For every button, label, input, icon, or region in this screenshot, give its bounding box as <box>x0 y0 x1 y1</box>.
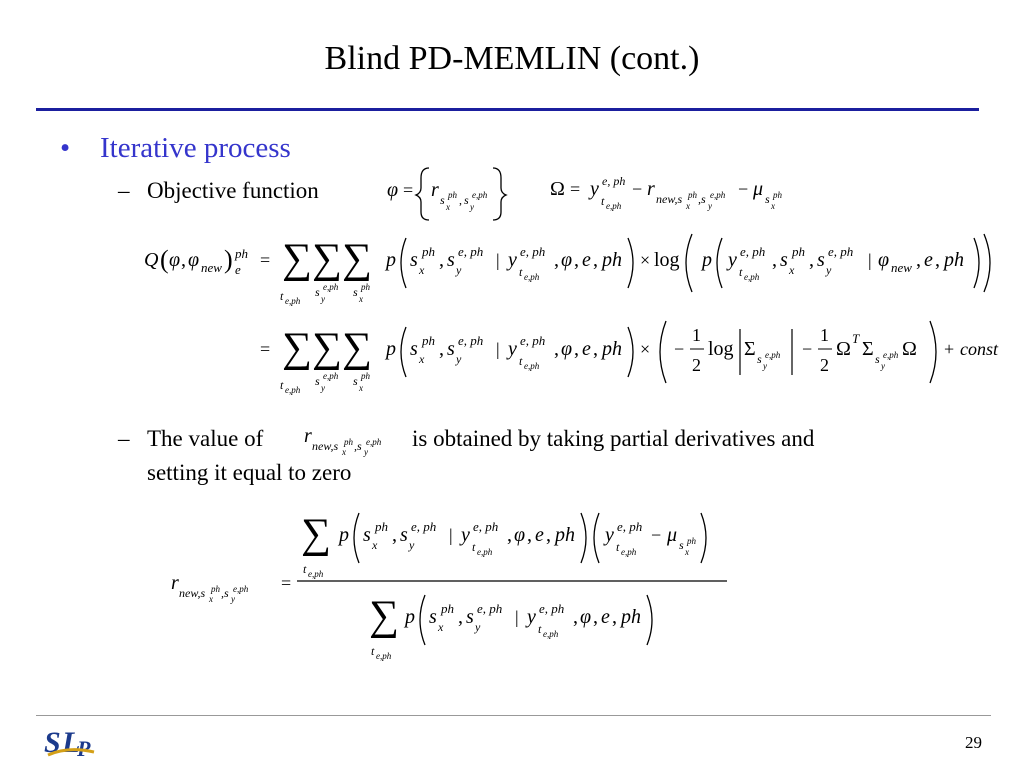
sub-bullet-value-suffix: is obtained by taking partial derivatives and <box>412 426 815 451</box>
svg-text:t: t <box>303 562 307 576</box>
svg-text:×: × <box>640 250 651 270</box>
svg-text:t: t <box>538 622 542 636</box>
svg-text:e,ph: e,ph <box>621 547 637 557</box>
svg-text:y: y <box>527 606 536 628</box>
sub-bullet-value-line2: setting it equal to zero <box>147 460 352 485</box>
svg-text:e, ph: e, ph <box>602 174 626 188</box>
svg-text:L: L <box>62 726 81 759</box>
svg-text:e,ph: e,ph <box>376 651 392 661</box>
svg-text:s: s <box>679 538 684 552</box>
svg-text:e,ph: e,ph <box>710 190 726 200</box>
svg-text:ph: ph <box>375 519 388 534</box>
svg-text:t: t <box>472 540 476 554</box>
svg-text:x: x <box>419 263 425 277</box>
svg-text:,: , <box>772 249 777 271</box>
svg-text:ph: ph <box>792 244 805 259</box>
svg-text:e, ph: e, ph <box>477 601 503 616</box>
svg-text:x: x <box>359 383 363 393</box>
svg-text:e,ph: e,ph <box>543 629 559 639</box>
svg-text:Ω: Ω <box>902 338 917 360</box>
svg-text:−: − <box>738 179 749 199</box>
svg-text:p: p <box>702 249 712 271</box>
svg-text:new,s: new,s <box>656 192 683 206</box>
svg-text:e,ph: e,ph <box>744 272 760 282</box>
svg-text:∑: ∑ <box>312 236 342 282</box>
svg-text:ph: ph <box>235 246 248 261</box>
svg-text:e, ph: e, ph <box>539 601 565 616</box>
svg-text:e, ph: e, ph <box>520 333 546 348</box>
svg-text:1: 1 <box>692 325 701 345</box>
svg-text:=: = <box>281 573 292 593</box>
svg-text:e, ph: e, ph <box>520 244 546 259</box>
svg-text:x: x <box>789 263 795 277</box>
svg-text:,: , <box>459 193 462 207</box>
svg-text:,: , <box>593 606 598 628</box>
svg-text:S: S <box>44 726 61 759</box>
svg-text:e,ph: e,ph <box>308 569 324 579</box>
page-number: 29 <box>965 733 982 752</box>
svg-text:y: y <box>321 294 325 304</box>
svg-text:s: s <box>363 524 371 546</box>
svg-text:y: y <box>475 620 481 634</box>
equation-omega-definition <box>548 165 838 215</box>
svg-text:,: , <box>181 249 186 271</box>
svg-text:,s: ,s <box>221 586 229 600</box>
svg-text:y: y <box>590 178 599 200</box>
svg-text:,: , <box>573 606 578 628</box>
svg-text:x: x <box>686 201 690 211</box>
svg-text:−: − <box>632 179 643 199</box>
svg-text:φ: φ <box>561 249 573 271</box>
svg-text:x: x <box>446 202 450 212</box>
svg-text:ph: ph <box>448 190 457 200</box>
svg-text:y: y <box>763 361 767 371</box>
sub-bullet-value-prefix: The value of <box>147 426 264 451</box>
svg-text:e, ph: e, ph <box>473 519 499 534</box>
svg-text:ph: ph <box>555 524 575 546</box>
svg-text:=: = <box>260 339 271 359</box>
svg-text:t: t <box>280 289 284 303</box>
svg-text:e,ph: e,ph <box>285 296 301 306</box>
svg-text:1: 1 <box>820 325 829 345</box>
svg-text:,: , <box>439 249 444 271</box>
svg-text:s: s <box>440 193 445 207</box>
svg-text:e,ph: e,ph <box>524 361 540 371</box>
svg-text:x: x <box>438 620 444 634</box>
equation-q-line2 <box>250 315 1020 395</box>
svg-text:x: x <box>342 447 346 457</box>
svg-text:y: y <box>364 447 368 457</box>
svg-text:,: , <box>392 524 397 546</box>
svg-text:=: = <box>403 180 414 200</box>
svg-text:t: t <box>519 354 523 368</box>
svg-text:,: , <box>507 524 512 546</box>
svg-text:y: y <box>508 338 517 360</box>
svg-text:,: , <box>612 606 617 628</box>
svg-text:x: x <box>685 547 689 557</box>
svg-text:const: const <box>960 339 998 359</box>
footer-divider <box>36 715 991 716</box>
svg-text:=: = <box>570 179 581 199</box>
svg-text:y: y <box>605 524 614 546</box>
svg-text:e,ph: e,ph <box>233 584 249 594</box>
svg-text:s: s <box>353 285 358 299</box>
svg-text:t: t <box>601 194 605 208</box>
svg-text:x: x <box>359 294 363 304</box>
svg-text:∑: ∑ <box>301 511 331 557</box>
svg-text:φ: φ <box>514 524 526 546</box>
svg-text:s: s <box>757 352 762 366</box>
svg-text:y: y <box>461 524 470 546</box>
svg-text:ph: ph <box>621 606 641 628</box>
equation-r-new <box>165 505 735 665</box>
svg-text:x: x <box>419 352 425 366</box>
svg-text:ph: ph <box>773 190 782 200</box>
svg-text:ph: ph <box>422 244 435 259</box>
svg-text:φ: φ <box>878 249 890 271</box>
svg-text:=: = <box>260 250 271 270</box>
svg-text:e: e <box>924 249 933 271</box>
svg-text:y: y <box>456 263 462 277</box>
svg-text:,: , <box>554 249 559 271</box>
svg-text:log: log <box>708 338 734 360</box>
svg-text:e, ph: e, ph <box>411 519 437 534</box>
svg-text:x: x <box>209 594 213 604</box>
bullet-iterative-process: Iterative process <box>100 132 291 164</box>
svg-text:φ: φ <box>169 249 181 271</box>
svg-text:,: , <box>546 524 551 546</box>
svg-text:−: − <box>802 339 813 359</box>
svg-text:s: s <box>875 352 880 366</box>
svg-text:ph: ph <box>441 601 454 616</box>
svg-text:t: t <box>739 265 743 279</box>
svg-text:,: , <box>554 338 559 360</box>
sub-bullet-marker: – <box>118 426 130 451</box>
svg-text:e,ph: e,ph <box>285 385 301 395</box>
svg-text:e,ph: e,ph <box>883 350 899 360</box>
svg-text:e: e <box>582 338 591 360</box>
svg-text:−: − <box>674 339 685 359</box>
svg-text:ph: ph <box>361 282 370 292</box>
svg-text:t: t <box>616 540 620 554</box>
svg-text:e,ph: e,ph <box>606 201 622 211</box>
svg-text:(: ( <box>160 245 169 274</box>
svg-text:s: s <box>464 193 469 207</box>
svg-text:×: × <box>640 339 651 359</box>
svg-text:,: , <box>593 338 598 360</box>
svg-text:e, ph: e, ph <box>740 244 766 259</box>
svg-text:y: y <box>409 538 415 552</box>
svg-text:y: y <box>728 249 737 271</box>
svg-text:∑: ∑ <box>369 593 399 639</box>
svg-text:s: s <box>315 374 320 388</box>
svg-text:μ: μ <box>667 524 678 546</box>
svg-text:y: y <box>826 263 832 277</box>
svg-text:p: p <box>339 524 349 546</box>
svg-text:x: x <box>372 538 378 552</box>
svg-text:,: , <box>935 249 940 271</box>
svg-text:φ: φ <box>387 179 399 201</box>
svg-text:ph: ph <box>361 371 370 381</box>
title-divider <box>36 108 979 111</box>
svg-text:y: y <box>321 383 325 393</box>
svg-text:y: y <box>470 202 474 212</box>
svg-text:e,ph: e,ph <box>524 272 540 282</box>
svg-text:∑: ∑ <box>282 325 312 371</box>
svg-text:e, ph: e, ph <box>458 333 484 348</box>
svg-text:,s: ,s <box>354 439 362 453</box>
svg-text:): ) <box>224 245 233 274</box>
svg-text:,s: ,s <box>698 192 706 206</box>
svg-text:ph: ph <box>344 437 353 447</box>
svg-text:s: s <box>429 606 437 628</box>
equation-phi-definition <box>385 160 525 220</box>
svg-text:e,ph: e,ph <box>477 547 493 557</box>
svg-text:∑: ∑ <box>312 325 342 371</box>
svg-text:y: y <box>708 201 712 211</box>
svg-text:φ: φ <box>580 606 592 628</box>
svg-text:s: s <box>410 249 418 271</box>
svg-text:,: , <box>574 338 579 360</box>
svg-text:y: y <box>508 249 517 271</box>
svg-text:,: , <box>439 338 444 360</box>
svg-text:ph: ph <box>688 190 697 200</box>
svg-text:s: s <box>410 338 418 360</box>
svg-text:e,ph: e,ph <box>323 282 339 292</box>
svg-text:r: r <box>304 425 312 447</box>
svg-text:Q: Q <box>144 249 159 271</box>
slp-logo <box>44 722 98 762</box>
svg-text:ph: ph <box>602 338 622 360</box>
svg-text:,: , <box>458 606 463 628</box>
svg-text:e,ph: e,ph <box>765 350 781 360</box>
svg-text:y: y <box>231 594 235 604</box>
svg-text:s: s <box>817 249 825 271</box>
svg-text:e,ph: e,ph <box>366 437 382 447</box>
svg-text:ph: ph <box>211 584 220 594</box>
sub-bullet-marker: – <box>118 178 130 203</box>
svg-text:e: e <box>601 606 610 628</box>
svg-text:Σ: Σ <box>744 338 756 360</box>
svg-text:p: p <box>405 606 415 628</box>
svg-text:,: , <box>916 249 921 271</box>
svg-text:|: | <box>496 339 500 359</box>
slide-title: Blind PD-MEMLIN (cont.) <box>324 40 700 77</box>
svg-text:new: new <box>201 260 222 275</box>
svg-text:|: | <box>496 250 500 270</box>
svg-text:∑: ∑ <box>282 236 312 282</box>
svg-text:s: s <box>466 606 474 628</box>
svg-text:p: p <box>386 249 396 271</box>
sub-bullet-objective: Objective function <box>147 178 319 203</box>
svg-text:,: , <box>593 249 598 271</box>
svg-text:e, ph: e, ph <box>617 519 643 534</box>
equation-q-line1 <box>140 230 1010 310</box>
svg-text:2: 2 <box>692 355 701 375</box>
svg-text:new: new <box>891 260 912 275</box>
svg-text:Ω: Ω <box>836 338 851 360</box>
svg-text:T: T <box>852 331 860 346</box>
svg-text:y: y <box>456 352 462 366</box>
svg-text:∑: ∑ <box>342 325 372 371</box>
svg-text:s: s <box>353 374 358 388</box>
svg-text:e, ph: e, ph <box>458 244 484 259</box>
svg-text:e: e <box>235 262 241 277</box>
svg-text:new,s: new,s <box>312 439 339 453</box>
svg-text:,: , <box>527 524 532 546</box>
svg-text:Σ: Σ <box>862 338 874 360</box>
equation-inline-r-new <box>298 420 418 460</box>
svg-text:s: s <box>447 338 455 360</box>
svg-text:s: s <box>447 249 455 271</box>
svg-text:r: r <box>431 179 439 201</box>
bullet-marker: • <box>60 132 71 164</box>
svg-text:log: log <box>654 249 680 271</box>
svg-text:|: | <box>515 607 519 627</box>
svg-text:y: y <box>881 361 885 371</box>
svg-text:∑: ∑ <box>342 236 372 282</box>
svg-text:x: x <box>771 201 775 211</box>
svg-text:,: , <box>574 249 579 271</box>
svg-text:e,ph: e,ph <box>323 371 339 381</box>
svg-text:e: e <box>582 249 591 271</box>
svg-text:μ: μ <box>753 178 764 200</box>
svg-text:e,ph: e,ph <box>472 190 488 200</box>
svg-text:|: | <box>449 525 453 545</box>
svg-text:Ω: Ω <box>550 178 565 200</box>
svg-text:2: 2 <box>820 355 829 375</box>
svg-text:+: + <box>944 339 955 359</box>
svg-text:|: | <box>868 250 872 270</box>
svg-text:t: t <box>371 644 375 658</box>
svg-text:s: s <box>400 524 408 546</box>
svg-text:ph: ph <box>602 249 622 271</box>
svg-text:p: p <box>386 338 396 360</box>
svg-text:−: − <box>651 525 662 545</box>
svg-text:e: e <box>535 524 544 546</box>
svg-text:φ: φ <box>561 338 573 360</box>
svg-text:,: , <box>809 249 814 271</box>
svg-text:r: r <box>647 178 655 200</box>
svg-text:P: P <box>77 736 91 761</box>
svg-text:t: t <box>519 265 523 279</box>
svg-text:r: r <box>171 572 179 594</box>
svg-text:s: s <box>315 285 320 299</box>
svg-text:t: t <box>280 378 284 392</box>
svg-text:ph: ph <box>944 249 964 271</box>
svg-text:e, ph: e, ph <box>828 244 854 259</box>
svg-text:s: s <box>765 192 770 206</box>
svg-text:ph: ph <box>422 333 435 348</box>
svg-text:φ: φ <box>188 249 200 271</box>
svg-text:s: s <box>780 249 788 271</box>
svg-text:new,s: new,s <box>179 586 206 600</box>
svg-text:ph: ph <box>687 536 696 546</box>
